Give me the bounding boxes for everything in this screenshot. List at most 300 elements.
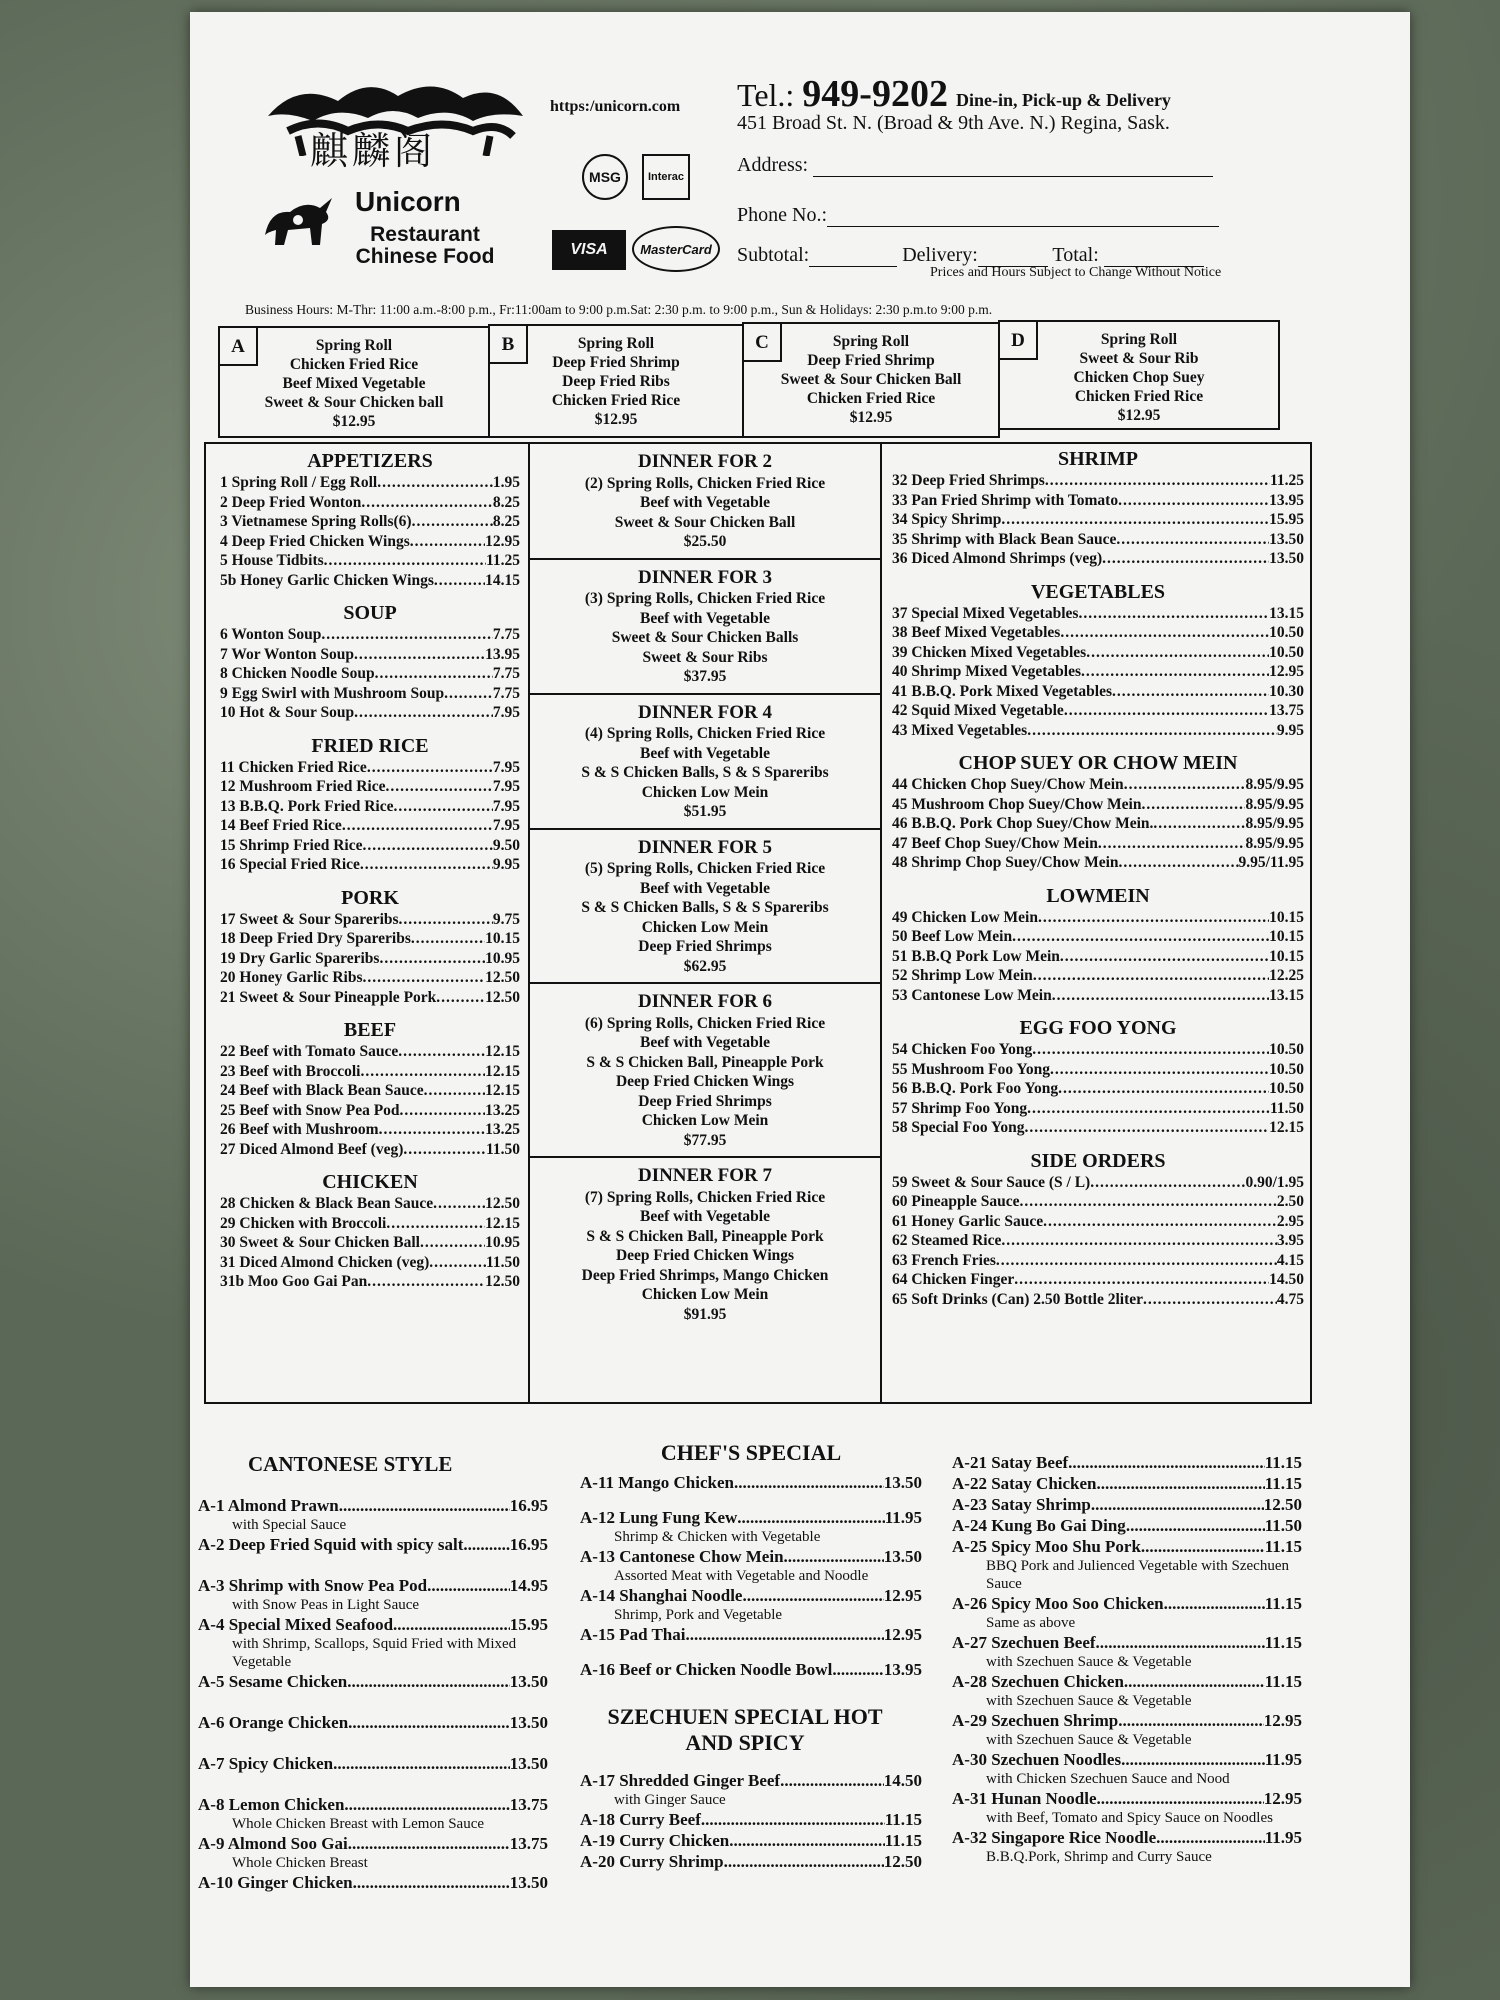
dinner-line: Deep Fried Chicken Wings <box>615 1073 795 1090</box>
leader-dots <box>1116 530 1269 550</box>
item-description: BBQ Pork and Julienced Vegetable with Szechuen Sauce <box>986 1558 1289 1592</box>
menu-item <box>892 510 1304 530</box>
visa-icon: VISA <box>552 230 626 270</box>
dinner-price: $51.95 <box>683 803 727 820</box>
item-name: A-4 Special Mixed Seafood <box>198 1615 394 1634</box>
leader-dots <box>1060 623 1269 643</box>
szechuen-column <box>952 1452 1302 1866</box>
special-item <box>952 1452 1302 1473</box>
leader-dots <box>1052 986 1269 1006</box>
leader-dots <box>399 910 493 930</box>
item-price: 13.50 <box>883 1547 922 1566</box>
leader-dots <box>412 512 493 532</box>
item-description: Whole Chicken Breast with Lemon Sauce <box>232 1816 485 1832</box>
leader-dots <box>333 1753 510 1774</box>
leader-dots <box>1014 1270 1269 1290</box>
item-price: 8.25 <box>492 513 520 530</box>
section-title: PORK <box>341 886 399 909</box>
item-description: with Shrimp, Scallops, Squid Fried with Mixed Vegetable <box>232 1636 517 1670</box>
item-name: 30 Sweet & Sour Chicken Ball <box>220 1234 420 1251</box>
leader-dots <box>354 703 493 723</box>
dinner-title: DINNER FOR 3 <box>637 566 773 588</box>
menu-item <box>220 816 520 836</box>
item-name: 37 Special Mixed Vegetables <box>892 604 1079 622</box>
menu-item <box>220 777 520 797</box>
item-name: 50 Beef Low Mein <box>892 928 1013 945</box>
menu-item <box>892 814 1304 834</box>
item-price: 9.50 <box>492 836 520 854</box>
item-price: 13.50 <box>509 1754 548 1773</box>
section-title: SHRIMP <box>1058 448 1138 470</box>
menu-item <box>892 471 1304 491</box>
menu-item <box>892 986 1304 1006</box>
leader-dots <box>701 1809 885 1830</box>
item-name: 40 Shrimp Mixed Vegetables <box>892 663 1082 680</box>
item-name: 26 Beef with Mushroom <box>220 1121 379 1138</box>
item-description: with Szechuen Sauce & Vegetable <box>986 1693 1192 1709</box>
item-name: A-31 Hunan Noodle <box>952 1789 1097 1808</box>
special-item <box>198 1575 548 1614</box>
leader-dots <box>1043 1212 1277 1232</box>
item-name: A-7 Spicy Chicken <box>198 1754 334 1773</box>
item-price: 14.95 <box>509 1576 548 1595</box>
item-price: 7.75 <box>492 684 520 702</box>
item-name: 7 Wor Wonton Soup <box>220 645 354 663</box>
item-name: 51 B.B.Q Pork Low Mein <box>892 947 1060 965</box>
menu-item <box>220 1272 520 1292</box>
item-price: 11.50 <box>1264 1516 1302 1535</box>
menu-item <box>220 1140 520 1160</box>
item-name: A-15 Pad Thai <box>580 1625 686 1644</box>
item-price: 14.15 <box>485 571 520 589</box>
menu-item <box>220 929 520 949</box>
item-price: 10.95 <box>485 949 520 967</box>
item-price: 16.95 <box>509 1496 548 1515</box>
item-name: 29 Chicken with Broccoli <box>220 1214 387 1232</box>
leader-dots <box>1141 1536 1265 1557</box>
item-price: 13.50 <box>1269 550 1304 567</box>
dinner-price: $62.95 <box>683 957 727 975</box>
item-price: 12.95 <box>485 532 520 550</box>
item-price: 14.50 <box>1269 1271 1304 1288</box>
menu-item <box>892 1040 1304 1060</box>
item-name: 28 Chicken & Black Bean Sauce <box>220 1195 434 1212</box>
special-item <box>580 1830 922 1851</box>
item-name: A-1 Almond Prawn <box>198 1496 339 1515</box>
dinner-line: Sweet & Sour Chicken Balls <box>611 629 799 646</box>
item-price: 10.15 <box>1269 947 1304 965</box>
item-name: 3 Vietnamese Spring Rolls(6) <box>220 513 412 530</box>
section-title: APPETIZERS <box>307 450 433 472</box>
item-name: A-23 Satay Shrimp <box>952 1495 1091 1514</box>
leader-dots <box>1119 853 1239 873</box>
item-price: 7.95 <box>492 797 520 815</box>
combo-a: A Spring Roll Chicken Fried Rice Beef Mixed Vegetable Sweet & Sour Chicken ball $12.95 <box>218 326 490 438</box>
dinner-title: DINNER FOR 2 <box>637 451 773 472</box>
leader-dots <box>398 1042 485 1062</box>
menu-item <box>220 512 520 532</box>
dinner-line: Deep Fried Shrimps, Mango Chicken <box>581 1266 829 1284</box>
item-price: 13.75 <box>509 1834 548 1853</box>
dinner-line: Deep Fried Chicken Wings <box>615 1247 795 1264</box>
item-name: A-6 Orange Chicken <box>198 1713 349 1732</box>
menu-item <box>220 836 520 856</box>
item-price: 12.15 <box>485 1082 520 1099</box>
special-item <box>952 1671 1302 1710</box>
item-price: 7.75 <box>492 626 520 643</box>
item-price: 7.95 <box>492 758 520 776</box>
item-name: 15 Shrimp Fried Rice <box>220 836 363 854</box>
special-item <box>952 1827 1302 1866</box>
item-price: 12.50 <box>485 1273 520 1290</box>
menu-item <box>220 703 520 723</box>
chinese-name: 麒麟阁 <box>310 129 437 173</box>
item-name: A-13 Cantonese Chow Mein <box>580 1547 784 1566</box>
item-name: 10 Hot & Sour Soup <box>220 704 355 721</box>
leader-dots <box>1060 947 1269 967</box>
menu-item <box>220 1081 520 1101</box>
menu-item <box>892 1192 1304 1212</box>
leader-dots <box>1153 814 1245 834</box>
item-price: 10.50 <box>1269 643 1304 661</box>
leader-dots <box>1141 795 1245 815</box>
leader-dots <box>1102 549 1269 569</box>
special-item <box>952 1710 1302 1749</box>
dinner-line: Beef with Vegetable <box>639 609 770 627</box>
item-name: A-12 Lung Fung Kew <box>580 1508 738 1527</box>
item-name: A-14 Shanghai Noodle <box>580 1586 743 1605</box>
section-title: CHEF'S SPECIAL <box>660 1440 842 1465</box>
item-name: 19 Dry Garlic Spareribs <box>220 949 380 967</box>
item-name: 27 Diced Almond Beef (veg) <box>220 1140 404 1158</box>
item-price: 12.50 <box>485 1195 520 1212</box>
item-name: 47 Beef Chop Suey/Chow Mein <box>892 834 1098 852</box>
special-item <box>198 1614 548 1671</box>
leader-dots <box>686 1624 884 1645</box>
dinner-line: (6) Spring Rolls, Chicken Fried Rice <box>584 1014 826 1032</box>
menu-item <box>892 853 1304 873</box>
menu-item <box>220 551 520 571</box>
leader-dots <box>1033 966 1269 986</box>
item-description: with Szechuen Sauce & Vegetable <box>986 1732 1192 1748</box>
menu-item <box>892 1060 1304 1080</box>
menu-item <box>892 775 1304 795</box>
leader-dots <box>363 968 486 988</box>
dinner-line: Beef with Vegetable <box>639 1034 770 1051</box>
menu-item <box>892 1079 1304 1099</box>
item-name: A-3 Shrimp with Snow Pea Pod <box>198 1576 428 1595</box>
item-price: 12.25 <box>1269 967 1304 984</box>
item-price: 11.50 <box>485 1140 520 1158</box>
item-price: 10.50 <box>1269 1041 1304 1058</box>
dinner-line: Beef with Vegetable <box>639 494 770 511</box>
item-name: A-28 Szechuen Chicken <box>952 1672 1124 1691</box>
menu-item <box>892 1173 1304 1193</box>
special-item <box>952 1749 1302 1788</box>
special-item <box>198 1495 548 1534</box>
item-price: 10.15 <box>1269 928 1304 945</box>
leader-dots <box>1164 1593 1265 1614</box>
item-name: A-30 Szechuen Noodles <box>952 1750 1122 1769</box>
item-price: 4.75 <box>1276 1290 1304 1308</box>
leader-dots <box>1081 662 1269 682</box>
item-name: 42 Squid Mixed Vegetable <box>892 702 1064 719</box>
leader-dots <box>353 1872 510 1893</box>
menu-item <box>892 927 1304 947</box>
leader-dots <box>1126 1515 1265 1536</box>
leader-dots <box>393 1614 510 1635</box>
item-name: 24 Beef with Black Bean Sauce <box>220 1082 424 1099</box>
dinner-price: $25.50 <box>683 533 727 550</box>
leader-dots <box>1118 1710 1264 1731</box>
item-price: 9.75 <box>492 910 520 928</box>
item-name: 45 Mushroom Chop Suey/Chow Mein <box>892 795 1142 813</box>
item-name: A-26 Spicy Moo Soo Chicken <box>952 1594 1164 1613</box>
menu-item <box>892 1231 1304 1251</box>
leader-dots <box>360 1062 485 1082</box>
address-field[interactable]: Address: <box>737 154 1213 177</box>
leader-dots <box>344 1794 509 1815</box>
leader-dots <box>996 1251 1277 1271</box>
combo-b: B Spring Roll Deep Fried Shrimp Deep Fried Ribs Chicken Fried Rice $12.95 <box>488 324 744 438</box>
leader-dots <box>1112 682 1269 702</box>
leader-dots <box>1058 1079 1269 1099</box>
leader-dots <box>361 493 493 513</box>
item-price: 11.15 <box>884 1831 922 1850</box>
dinner-line: Chicken Low Mein <box>641 1286 769 1303</box>
special-item <box>580 1507 922 1546</box>
item-price: 13.95 <box>485 645 520 663</box>
item-name: 49 Chicken Low Mein <box>892 908 1038 926</box>
menu-item <box>220 1120 520 1140</box>
leader-dots <box>377 473 493 493</box>
leader-dots <box>1097 1788 1264 1809</box>
section-title: CHOP SUEY OR CHOW MEIN <box>958 752 1238 774</box>
leader-dots <box>436 988 485 1008</box>
leader-dots <box>324 551 486 571</box>
leader-dots <box>411 929 485 949</box>
item-price: 12.50 <box>1263 1495 1302 1514</box>
item-name: 60 Pineapple Sauce <box>892 1193 1020 1210</box>
section-title: FRIED RICE <box>311 734 429 757</box>
item-name: 43 Mixed Vegetables <box>892 721 1028 739</box>
leader-dots <box>386 1214 485 1234</box>
leader-dots <box>379 949 485 969</box>
menu-item <box>892 1290 1304 1310</box>
leader-dots <box>1090 1173 1245 1193</box>
item-price: 13.50 <box>509 1672 548 1691</box>
item-price: 10.30 <box>1269 682 1304 700</box>
leader-dots <box>427 1575 510 1596</box>
menu-item <box>220 1194 520 1214</box>
menu-item <box>892 947 1304 967</box>
section-title: BEEF <box>343 1019 397 1041</box>
item-name: A-17 Shredded Ginger Beef <box>580 1771 781 1790</box>
leader-dots <box>410 532 485 552</box>
item-price: 9.95/11.95 <box>1238 854 1304 871</box>
item-name: 41 B.B.Q. Pork Mixed Vegetables <box>892 682 1113 700</box>
item-name: A-22 Satay Chicken <box>952 1474 1097 1493</box>
item-name: A-20 Curry Shrimp <box>580 1852 724 1871</box>
item-name: 58 Special Foo Yong <box>892 1119 1025 1136</box>
item-name: A-11 Mango Chicken <box>580 1473 734 1492</box>
notice-text: Prices and Hours Subject to Change Without Notice <box>930 265 1222 280</box>
special-item <box>198 1794 548 1833</box>
item-price: 12.95 <box>1263 1789 1302 1808</box>
leader-dots <box>1121 1749 1265 1770</box>
leader-dots <box>379 1120 486 1140</box>
leader-dots <box>784 1546 884 1567</box>
item-price: 8.95/9.95 <box>1245 795 1304 813</box>
item-name: 35 Shrimp with Black Bean Sauce <box>892 530 1117 548</box>
menu-item <box>892 1212 1304 1232</box>
item-name: 4 Deep Fried Chicken Wings <box>220 532 410 550</box>
item-name: A-29 Szechuen Shrimp <box>952 1711 1119 1730</box>
item-name: 14 Beef Fried Rice <box>220 817 342 834</box>
item-name: A-5 Sesame Chicken <box>198 1672 348 1691</box>
special-item <box>198 1833 548 1872</box>
item-price: 8.95/9.95 <box>1245 815 1304 832</box>
order-total-fields[interactable]: Subtotal: Delivery: Total: <box>737 244 1204 267</box>
item-price: 11.15 <box>884 1810 922 1829</box>
menu-item <box>892 966 1304 986</box>
leader-dots <box>400 1101 486 1121</box>
leader-dots <box>375 664 493 684</box>
item-price: 16.95 <box>509 1535 548 1554</box>
item-price: 7.95 <box>492 704 520 721</box>
item-name: 5b Honey Garlic Chicken Wings <box>220 571 434 589</box>
leader-dots <box>468 1534 510 1555</box>
dinner-line: S & S Chicken Ball, Pineapple Pork <box>586 1053 824 1071</box>
item-price: 15.95 <box>509 1615 548 1634</box>
dinner-line: Deep Fried Shrimps <box>638 938 772 955</box>
item-name: 8 Chicken Noodle Soup <box>220 665 375 682</box>
special-item <box>198 1712 548 1733</box>
item-price: 10.15 <box>1269 908 1304 926</box>
menu-item <box>892 908 1304 928</box>
leader-dots <box>348 1712 510 1733</box>
leader-dots <box>832 1659 883 1680</box>
dinner-line: S & S Chicken Balls, S & S Spareribs <box>581 899 829 916</box>
leader-dots <box>339 1495 510 1516</box>
leader-dots <box>360 855 493 875</box>
item-name: 59 Sweet & Sour Sauce (S / L) <box>892 1173 1091 1191</box>
item-price: 14.50 <box>883 1771 922 1790</box>
item-price: 11.25 <box>485 552 520 569</box>
item-price: 1.95 <box>492 474 520 491</box>
menu-item <box>220 645 520 665</box>
dinner-line: Sweet & Sour Ribs <box>642 648 768 666</box>
menu-item <box>892 721 1304 741</box>
special-item <box>952 1494 1302 1515</box>
item-price: 2.50 <box>1276 1193 1304 1210</box>
item-price: 12.95 <box>1269 663 1304 680</box>
item-name: 31b Moo Goo Gai Pan <box>220 1273 368 1290</box>
menu-item <box>220 493 520 513</box>
item-name: 1 Spring Roll / Egg Roll <box>220 474 378 491</box>
menu-item <box>892 1118 1304 1138</box>
website-link[interactable]: https:/unicorn.com <box>550 98 681 115</box>
item-price: 11.15 <box>1264 1594 1302 1613</box>
leader-dots <box>1001 1231 1277 1251</box>
special-item <box>580 1546 922 1585</box>
item-description: with Special Sauce <box>232 1517 347 1533</box>
item-name: A-2 Deep Fried Squid with spicy salt. <box>198 1535 468 1554</box>
special-item <box>580 1624 922 1645</box>
item-description: with Szechuen Sauce & Vegetable <box>986 1654 1192 1670</box>
special-item <box>580 1659 922 1680</box>
item-name: A-16 Beef or Chicken Noodle Bowl <box>580 1660 833 1679</box>
leader-dots <box>1091 1494 1264 1515</box>
special-item <box>952 1632 1302 1671</box>
menu-item <box>220 473 520 493</box>
special-item <box>952 1593 1302 1632</box>
item-name: 65 Soft Drinks (Can) 2.50 Bottle 2liter <box>892 1290 1143 1308</box>
leader-dots <box>367 758 493 778</box>
item-price: 11.50 <box>1269 1099 1304 1117</box>
dinner-combo <box>530 1158 880 1330</box>
item-name: 13 B.B.Q. Pork Fried Rice <box>220 797 394 815</box>
left-menu-column <box>220 450 520 1292</box>
item-name: 38 Beef Mixed Vegetables <box>892 624 1061 641</box>
dinner-line: (4) Spring Rolls, Chicken Fried Rice <box>584 725 826 742</box>
dinner-line: (2) Spring Rolls, Chicken Fried Rice <box>584 474 826 492</box>
phone-field[interactable]: Phone No.: <box>737 204 1219 227</box>
menu-item <box>892 530 1304 550</box>
menu-item <box>892 834 1304 854</box>
menu-item <box>892 623 1304 643</box>
item-name: 56 B.B.Q. Pork Foo Yong <box>892 1080 1059 1097</box>
dinner-title: DINNER FOR 5 <box>637 836 773 858</box>
menu-item <box>220 1101 520 1121</box>
item-price: 11.95 <box>884 1508 922 1527</box>
item-name: 16 Special Fried Rice <box>220 856 360 873</box>
item-name: 2 Deep Fried Wonton <box>220 493 362 511</box>
menu-sheet <box>190 12 1410 1987</box>
leader-dots <box>1050 1060 1269 1080</box>
item-price: 13.75 <box>509 1795 548 1814</box>
dinner-line: Chicken Low Mein <box>641 1112 769 1129</box>
item-description: Assorted Meat with Vegetable and Noodle <box>614 1568 869 1584</box>
special-item <box>580 1809 922 1830</box>
special-item <box>198 1753 548 1774</box>
section-title: CHICKEN <box>322 1171 418 1193</box>
item-price: 12.95 <box>883 1625 922 1644</box>
item-price: 13.25 <box>485 1121 520 1138</box>
dinner-title: DINNER FOR 6 <box>637 991 773 1012</box>
leader-dots <box>1064 701 1269 721</box>
section-title: SOUP <box>343 602 397 624</box>
item-name: 44 Chicken Chop Suey/Chow Mein <box>892 776 1124 793</box>
leader-dots <box>1032 1040 1269 1060</box>
leader-dots <box>1098 834 1246 854</box>
menu-item <box>220 1253 520 1273</box>
menu-item <box>220 625 520 645</box>
leader-dots <box>1001 510 1269 530</box>
item-name: 5 House Tidbits <box>220 552 324 569</box>
leader-dots <box>348 1833 510 1854</box>
item-name: 48 Shrimp Chop Suey/Chow Mein <box>892 854 1119 871</box>
leader-dots <box>724 1851 884 1872</box>
item-price: 12.50 <box>485 988 520 1006</box>
unicorn-icon <box>260 190 335 250</box>
menu-item <box>220 797 520 817</box>
special-item <box>580 1585 922 1624</box>
menu-item <box>220 949 520 969</box>
item-price: 15.95 <box>1269 511 1304 528</box>
special-item <box>580 1472 922 1493</box>
menu-item <box>892 662 1304 682</box>
